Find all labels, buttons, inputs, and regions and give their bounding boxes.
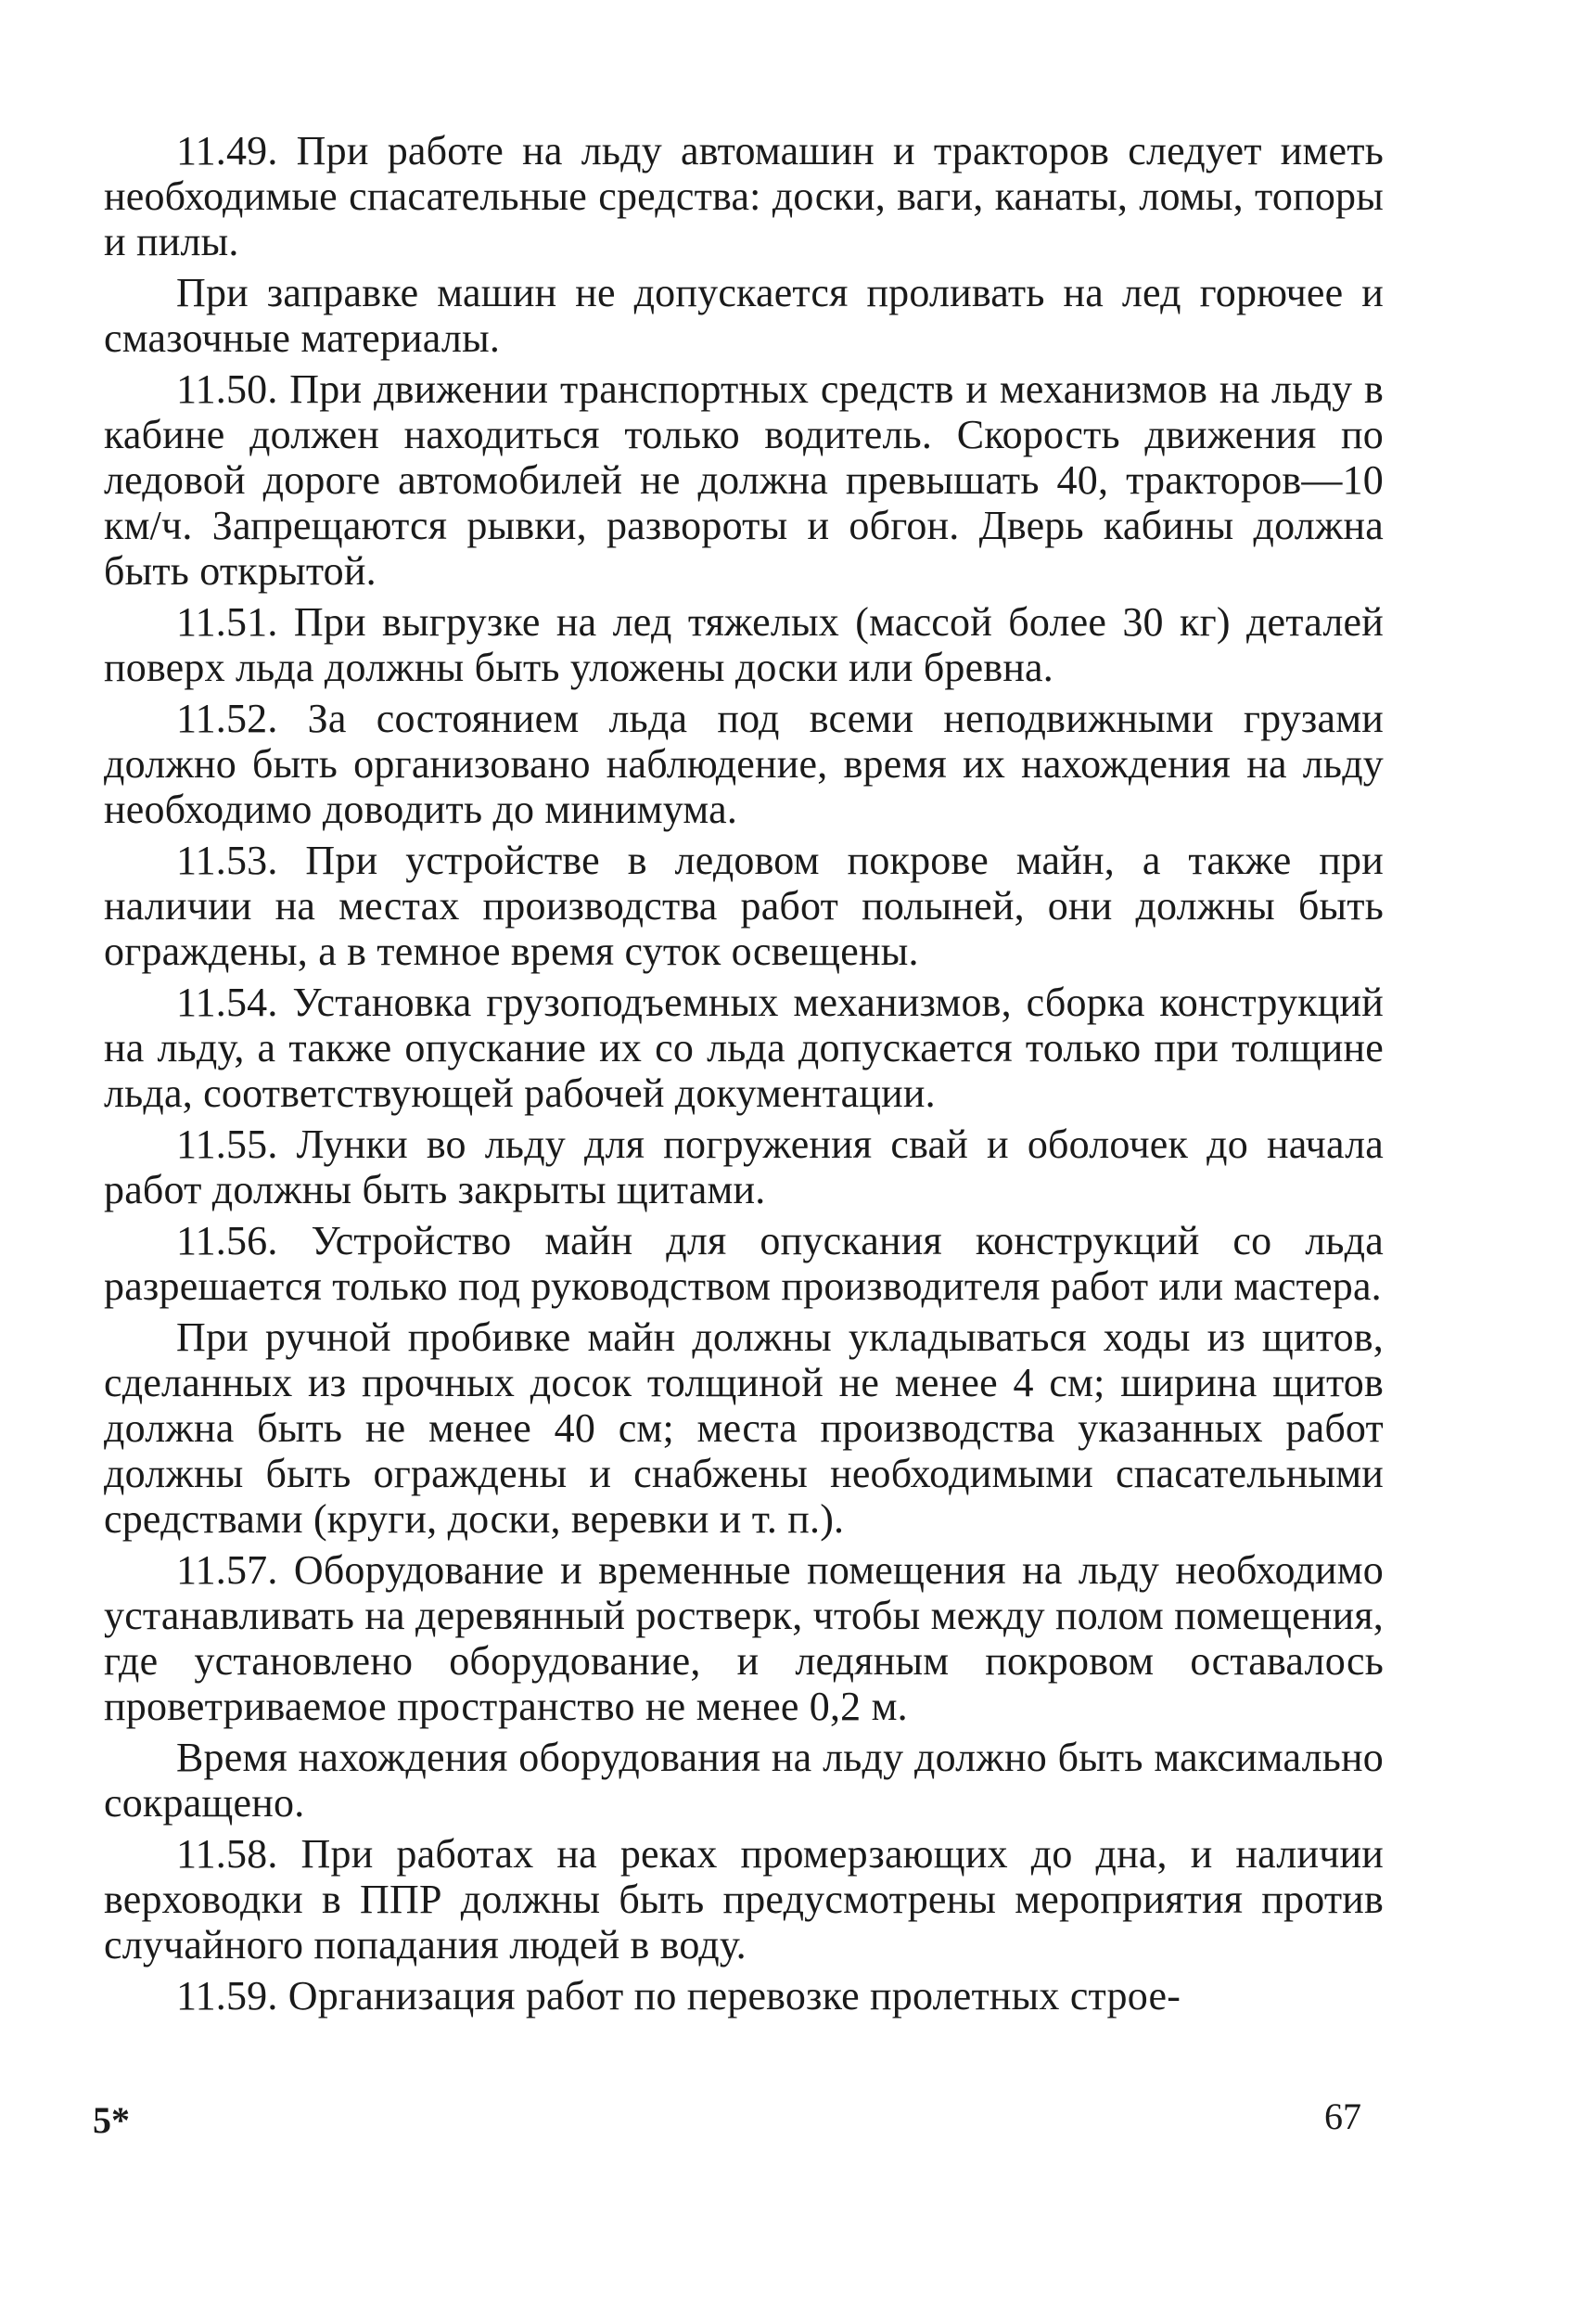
page-number: 67 (1324, 2096, 1361, 2137)
paragraph-11-49: 11.49. При работе на льду автомашин и тракторов следует иметь необходимые спасательные средства: доски, ваги, канаты, ломы, топоры и пилы. (104, 128, 1384, 264)
paragraph-manual-breaking: При ручной пробивке майн должны укладываться ходы из щитов, сделанных из прочных досок толщиной не менее 4 см; ширина щитов должна быть не менее 40 см; места производства указанных работ должны быть ограждены и снабжены необходимыми спасательными средствами (круги, доски, веревки и т. п.). (104, 1314, 1384, 1542)
paragraph-11-56: 11.56. Устройство майн для опускания конструкций со льда разрешается только под руководством производителя работ или мастера. (104, 1218, 1384, 1309)
paragraph-11-55: 11.55. Лунки во льду для погружения свай и оболочек до начала работ должны быть закрыты щитами. (104, 1121, 1384, 1212)
paragraph-11-59: 11.59. Организация работ по перевозке пролетных строе- (176, 1973, 1181, 2019)
paragraph-11-53: 11.53. При устройстве в ледовом покрове майн, а также при наличии на местах производства работ полыней, они должны быть ограждены, а в темное время суток освещены. (104, 838, 1384, 974)
paragraph-11-51: 11.51. При выгрузке на лед тяжелых (массой более 30 кг) деталей поверх льда должны быть уложены доски или бревна. (104, 599, 1384, 690)
paragraph-11-52: 11.52. За состоянием льда под всеми неподвижными грузами должно быть организовано наблюдение, время их нахождения на льду необходимо доводить до минимума. (104, 696, 1384, 832)
paragraph-11-57: 11.57. Оборудование и временные помещения на льду необходимо устанавливать на деревянный ростверк, чтобы между полом помещения, где установлено оборудование, и ледяным покровом оставалось проветриваемое пространство не менее 0,2 м. (104, 1547, 1384, 1729)
paragraph-equipment-time: Время нахождения оборудования на льду должно быть максимально сокращено. (104, 1735, 1384, 1826)
paragraph-11-50: 11.50. При движении транспортных средств и механизмов на льду в кабине должен находиться только водитель. Скорость движения по ледовой дороге автомобилей не должна превышать 40, тракторов—10 км/ч. Запрещаются рывки, развороты и обгон. Дверь кабины должна быть открытой. (104, 366, 1384, 594)
signature-mark: 5* (93, 2099, 130, 2141)
paragraph-11-54: 11.54. Установка грузоподъемных механизмов, сборка конструкций на льду, а также опускание их со льда допускается только при толщине льда, соответствующей рабочей документации. (104, 980, 1384, 1116)
paragraph-11-58: 11.58. При работах на реках промерзающих до дна, и наличии верховодки в ППР должны быть предусмотрены мероприятия против случайного попадания людей в воду. (104, 1831, 1384, 1967)
paragraph-refueling: При заправке машин не допускается проливать на лед горючее и смазочные материалы. (104, 270, 1384, 361)
document-body (104, 128, 1384, 2024)
